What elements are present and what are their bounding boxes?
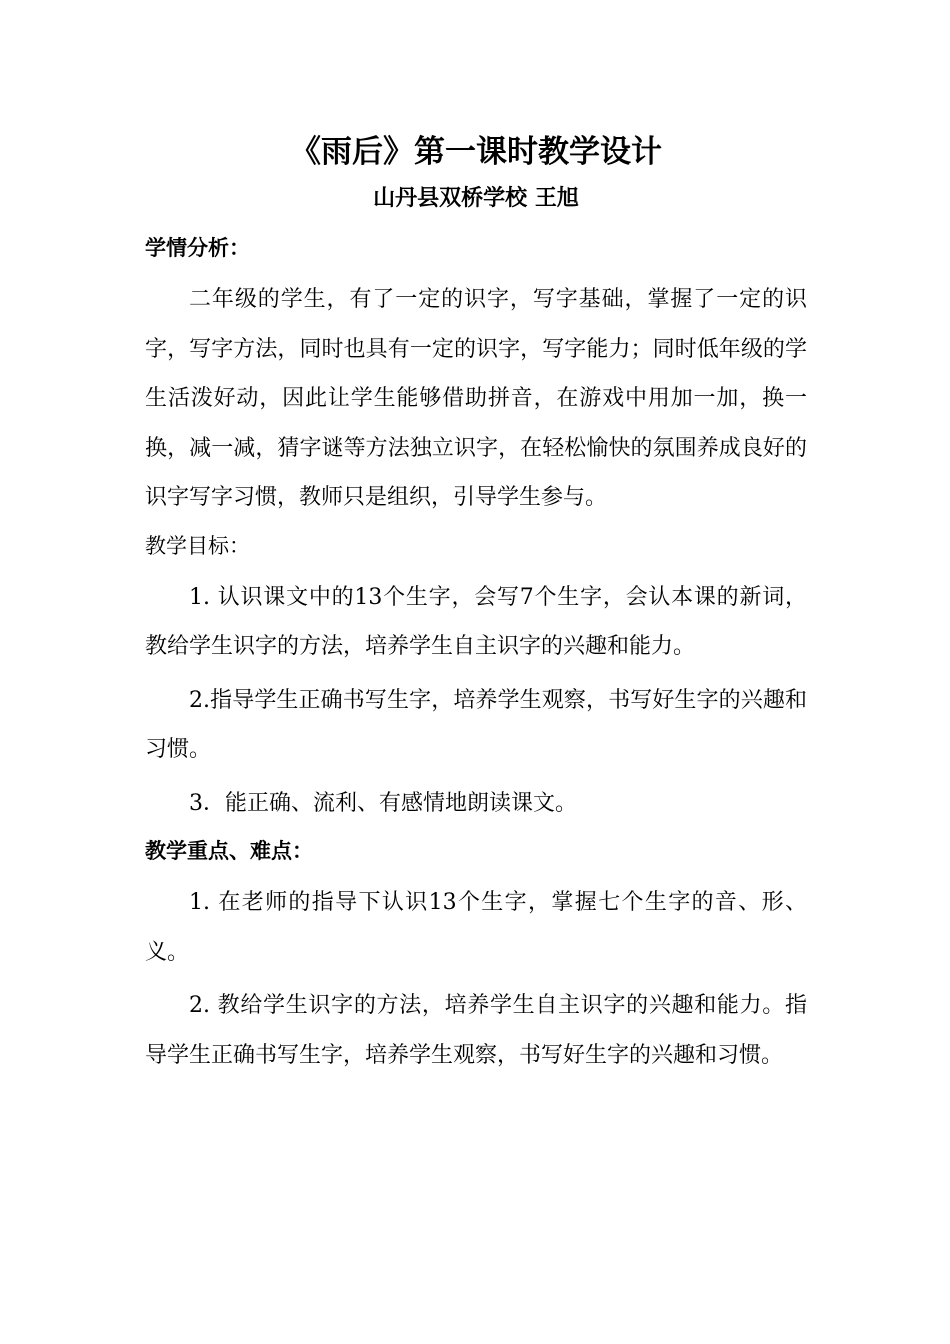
author-line: 山丹县双桥学校 王旭	[373, 186, 579, 211]
analysis-heading: 学情分析：	[145, 236, 250, 260]
analysis-paragraph: 二年级的学生，有了一定的识字，写字基础，掌握了一定的识字，写字方法，同时也具有一定的识字，写字能力；同时低年级的学生活泼好动，因此让学生能够借助拼音，在游戏中用加一加，换一换，减一减，猜字谜等方法独立识字，在轻松愉快的氛围养成良好的识字写字习惯，教师只是组织，引导学生参与。	[145, 287, 807, 510]
key-point-item-1: 1. 在老师的指导下认识13个生字，掌握七个生字的音、形、义。	[145, 890, 807, 965]
document-title: 《雨后》第一课时教学设计	[290, 134, 662, 170]
goal-item-2: 2.指导学生正确书写生字，培养学生观察，书写好生字的兴趣和习惯。	[145, 687, 807, 762]
goal-item-3: 3．能正确、流利、有感情地朗读课文。	[189, 790, 577, 816]
goal-item-1: 1. 认识课文中的13个生字，会写7个生字，会认本课的新词，教给学生识字的方法，培养学生自主识字的兴趣和能力。	[145, 584, 807, 659]
key-point-item-2: 2. 教给学生识字的方法，培养学生自主识字的兴趣和能力。指导学生正确书写生字，培养学生观察，书写好生字的兴趣和习惯。	[145, 993, 807, 1068]
key-points-heading: 教学重点、难点：	[145, 839, 313, 863]
document-page	[145, 125, 807, 1084]
goals-heading: 教学目标：	[145, 533, 250, 558]
